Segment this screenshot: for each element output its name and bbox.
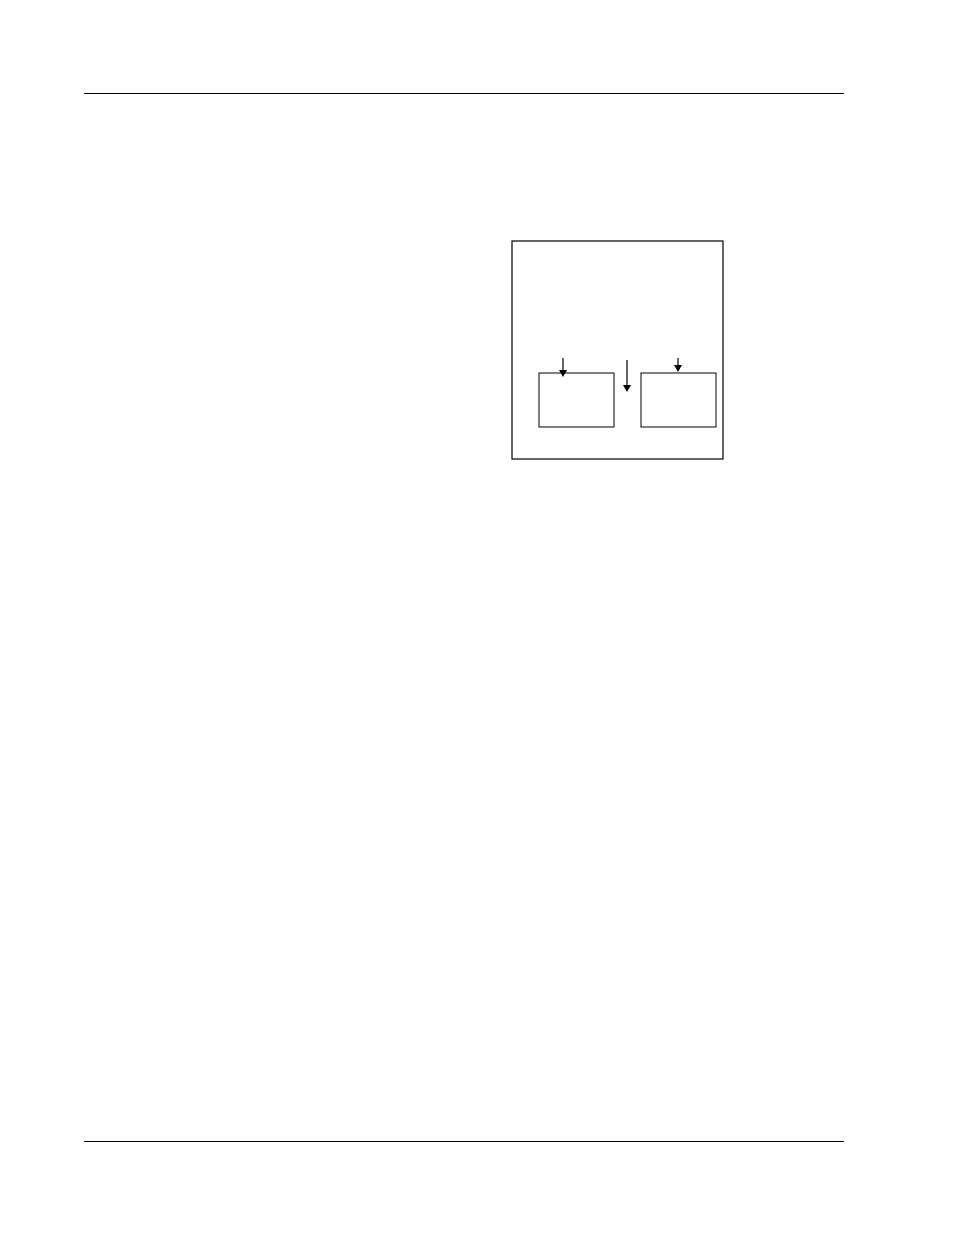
footer-rule <box>84 1141 844 1142</box>
bus-interface-box <box>641 373 716 427</box>
module-outline <box>512 241 723 459</box>
converter-module-diagram <box>360 240 726 465</box>
resolution-bars-figure <box>370 750 710 1006</box>
header-rule <box>84 93 844 94</box>
ad-converter-box <box>539 373 614 427</box>
main-power-arrowhead <box>674 365 682 372</box>
optical-isolation-arrowhead <box>623 385 631 392</box>
